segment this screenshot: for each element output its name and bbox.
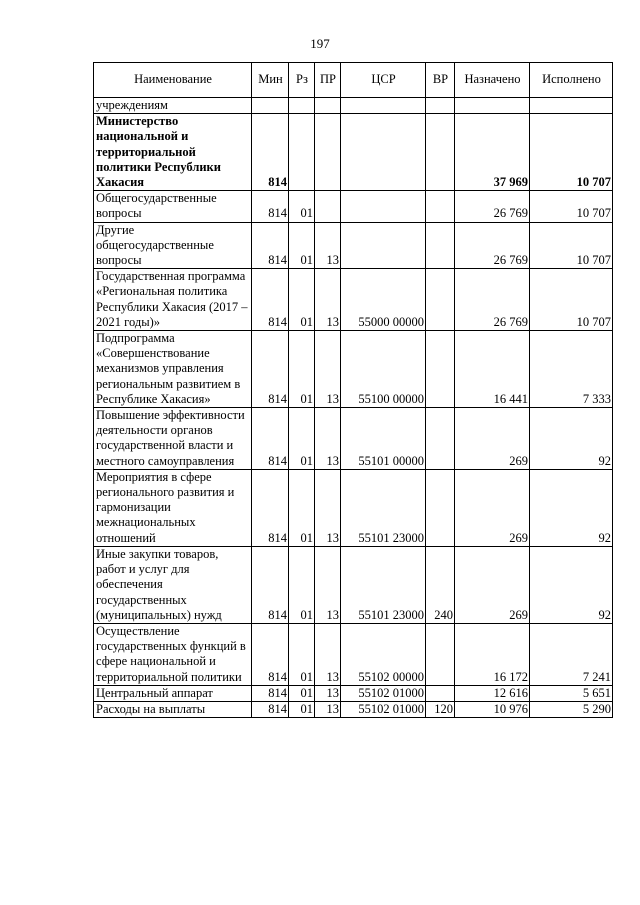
cell-vr	[426, 623, 455, 685]
cell-assigned: 26 769	[455, 269, 530, 331]
cell-vr	[426, 269, 455, 331]
cell-executed: 10 707	[530, 191, 613, 222]
table-row	[94, 685, 613, 701]
cell-rz: 01	[289, 546, 315, 623]
cell-pr: 13	[315, 685, 341, 701]
cell-vr	[426, 222, 455, 269]
cell-pr: 13	[315, 331, 341, 408]
cell-name: Государственная программа «Региональная политика Республики Хакасия (2017 – 2021 годы)»	[94, 269, 252, 331]
page-number: 197	[310, 36, 330, 51]
cell-rz: 01	[289, 331, 315, 408]
cell-csr: 55000 00000	[341, 269, 426, 331]
cell-rz: 01	[289, 269, 315, 331]
cell-csr: 55102 01000	[341, 701, 426, 717]
cell-name: Министерство национальной и территориальной политики Республики Хакасия	[94, 114, 252, 191]
cell-name: Осуществление государственных функций в сфере национальной и территориальной политики	[94, 623, 252, 685]
cell-vr: 240	[426, 546, 455, 623]
col-header-executed: Исполнено	[530, 63, 613, 98]
cell-min: 814	[252, 685, 289, 701]
table-row	[94, 331, 613, 408]
cell-executed: 92	[530, 546, 613, 623]
table-row	[94, 623, 613, 685]
cell-rz: 01	[289, 685, 315, 701]
table-row	[94, 114, 613, 191]
cell-pr	[315, 191, 341, 222]
cell-rz	[289, 98, 315, 114]
cell-pr: 13	[315, 623, 341, 685]
cell-executed: 7 333	[530, 331, 613, 408]
table-row	[94, 546, 613, 623]
cell-csr	[341, 191, 426, 222]
col-header-rz: Рз	[289, 63, 315, 98]
cell-executed: 10 707	[530, 269, 613, 331]
cell-min: 814	[252, 331, 289, 408]
cell-executed: 92	[530, 469, 613, 546]
cell-name: Подпрограмма «Совершенствование механизмов управления региональным развитием в Республике Хакасия»	[94, 331, 252, 408]
cell-executed: 10 707	[530, 114, 613, 191]
cell-csr: 55102 01000	[341, 685, 426, 701]
cell-vr	[426, 408, 455, 470]
cell-name: Мероприятия в сфере регионального развития и гармонизации межнациональных отношений	[94, 469, 252, 546]
table-body	[94, 98, 613, 718]
cell-assigned: 10 976	[455, 701, 530, 717]
cell-pr	[315, 98, 341, 114]
cell-rz: 01	[289, 469, 315, 546]
cell-assigned: 37 969	[455, 114, 530, 191]
cell-assigned: 16 441	[455, 331, 530, 408]
cell-csr: 55101 23000	[341, 546, 426, 623]
cell-rz: 01	[289, 408, 315, 470]
cell-assigned	[455, 98, 530, 114]
cell-pr	[315, 114, 341, 191]
col-header-pr: ПР	[315, 63, 341, 98]
cell-rz	[289, 114, 315, 191]
table-row	[94, 98, 613, 114]
cell-name: учреждениям	[94, 98, 252, 114]
cell-executed: 5 290	[530, 701, 613, 717]
cell-rz: 01	[289, 191, 315, 222]
cell-vr	[426, 114, 455, 191]
cell-csr: 55101 00000	[341, 408, 426, 470]
col-header-name: Наименование	[94, 63, 252, 98]
cell-vr	[426, 331, 455, 408]
cell-assigned: 16 172	[455, 623, 530, 685]
cell-rz: 01	[289, 222, 315, 269]
cell-name: Общегосударственные вопросы	[94, 191, 252, 222]
cell-name: Повышение эффективности деятельности органов государственной власти и местного самоуправления	[94, 408, 252, 470]
cell-pr: 13	[315, 408, 341, 470]
cell-name: Центральный аппарат	[94, 685, 252, 701]
cell-csr: 55101 23000	[341, 469, 426, 546]
cell-executed: 7 241	[530, 623, 613, 685]
cell-min: 814	[252, 269, 289, 331]
cell-assigned: 269	[455, 408, 530, 470]
cell-executed: 5 651	[530, 685, 613, 701]
cell-csr: 55100 00000	[341, 331, 426, 408]
cell-executed: 92	[530, 408, 613, 470]
cell-min: 814	[252, 114, 289, 191]
table-row	[94, 701, 613, 717]
cell-csr	[341, 98, 426, 114]
cell-rz: 01	[289, 623, 315, 685]
cell-vr: 120	[426, 701, 455, 717]
cell-assigned: 26 769	[455, 191, 530, 222]
cell-assigned: 26 769	[455, 222, 530, 269]
col-header-csr: ЦСР	[341, 63, 426, 98]
col-header-vr: ВР	[426, 63, 455, 98]
cell-vr	[426, 469, 455, 546]
table-row	[94, 191, 613, 222]
cell-min: 814	[252, 623, 289, 685]
cell-min: 814	[252, 469, 289, 546]
table-row	[94, 408, 613, 470]
cell-executed: 10 707	[530, 222, 613, 269]
cell-min: 814	[252, 222, 289, 269]
cell-name: Иные закупки товаров, работ и услуг для обеспечения государственных (муниципальных) нужд	[94, 546, 252, 623]
cell-pr: 13	[315, 701, 341, 717]
cell-csr	[341, 222, 426, 269]
col-header-min: Мин	[252, 63, 289, 98]
cell-min: 814	[252, 191, 289, 222]
cell-executed	[530, 98, 613, 114]
cell-vr	[426, 191, 455, 222]
table-row	[94, 269, 613, 331]
table-header-row	[94, 63, 613, 98]
cell-name: Расходы на выплаты	[94, 701, 252, 717]
cell-min: 814	[252, 408, 289, 470]
cell-pr: 13	[315, 269, 341, 331]
cell-min	[252, 98, 289, 114]
cell-min: 814	[252, 546, 289, 623]
cell-csr: 55102 00000	[341, 623, 426, 685]
table-row	[94, 222, 613, 269]
cell-min: 814	[252, 701, 289, 717]
table-row	[94, 469, 613, 546]
cell-assigned: 269	[455, 469, 530, 546]
cell-pr: 13	[315, 546, 341, 623]
budget-table	[93, 62, 613, 718]
cell-csr	[341, 114, 426, 191]
cell-pr: 13	[315, 222, 341, 269]
col-header-assigned: Назначено	[455, 63, 530, 98]
cell-pr: 13	[315, 469, 341, 546]
cell-name: Другие общегосударственные вопросы	[94, 222, 252, 269]
cell-vr	[426, 685, 455, 701]
cell-assigned: 269	[455, 546, 530, 623]
cell-assigned: 12 616	[455, 685, 530, 701]
cell-rz: 01	[289, 701, 315, 717]
cell-vr	[426, 98, 455, 114]
